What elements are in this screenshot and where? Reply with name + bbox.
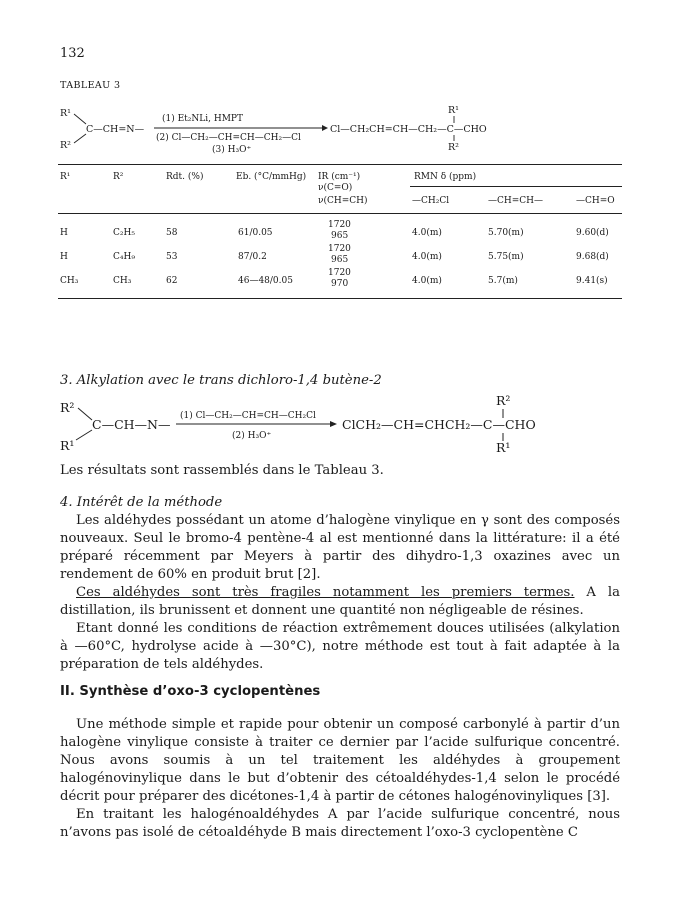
scheme1-bond-r1 <box>74 114 86 124</box>
scheme1-arrowhead <box>322 125 328 131</box>
row2-chch: 5.75(m) <box>488 252 524 262</box>
row3-ir1: 1720 <box>328 268 351 278</box>
row2-ir1: 1720 <box>328 244 351 254</box>
scheme2-left-chain: C—CH—N— <box>92 417 171 432</box>
row2-r2: C₄H₉ <box>113 252 135 262</box>
scheme2-product: ClCH₂—CH=CHCH₂—C—CHO <box>342 417 536 432</box>
row3-cho: 9.41(s) <box>576 276 608 286</box>
header-ir-ch: ν(CH=CH) <box>318 196 368 206</box>
header-rdt: Rdt. (%) <box>166 172 204 182</box>
paragraph-4b-underlined: Ces aldéhydes sont très fragiles notamment les premiers termes. <box>76 585 575 600</box>
table-top-rule <box>58 164 622 165</box>
header-ir: IR (cm⁻¹) <box>318 172 361 182</box>
header-eb: Eb. (°C/mmHg) <box>236 172 307 182</box>
scheme1-r2: R² <box>60 140 71 151</box>
scheme2-bond-r1 <box>76 430 92 440</box>
row3-chch: 5.7(m) <box>488 276 518 286</box>
row3-eb: 46—48/0.05 <box>238 276 293 286</box>
scheme1-r1: R¹ <box>60 108 71 119</box>
paragraph-4b-rest: A la distillation, ils brunissent et donnent une quantité non négligeable de résines. <box>60 585 620 618</box>
row2-cho: 9.68(d) <box>576 252 609 262</box>
row1-cho: 9.60(d) <box>576 228 609 238</box>
row1-eb: 61/0.05 <box>238 228 273 238</box>
scheme1-left-chain: C—CH=N— <box>86 124 145 135</box>
paragraph-4a: Les aldéhydes possédant un atome d’halogène vinylique en γ sont des composés nouveaux. Seul le bromo-4 pentène-4 al est mentionné dans la littérature: il a été préparé récemment par Meyers à partir des dihydro-1,3 oxazines avec un rendement de 60% en produit brut [2]. <box>60 513 620 582</box>
row1-rdt: 58 <box>166 228 178 238</box>
table-bottom-rule <box>58 298 622 299</box>
paragraph-4b <box>60 584 620 620</box>
rmn-header-rule <box>410 186 622 187</box>
scheme2-product-r1: R¹ <box>496 440 511 455</box>
paragraph-4c: Etant donné les conditions de réaction extrêmement douces utilisées (alkylation à —60°C, hydrolyse acide à —30°C), notre méthode est tout à fait adaptée à la préparation de tels aldéhydes. <box>60 621 620 672</box>
scheme2-r2: R² <box>60 400 75 415</box>
header-cho: —CH=O <box>576 196 615 206</box>
scheme2-arrowhead <box>330 421 337 427</box>
row1-ch2cl: 4.0(m) <box>412 228 442 238</box>
row2-r1: H <box>60 252 68 262</box>
scheme2-bond-r2 <box>78 408 92 420</box>
scheme1-condition-2: (2) Cl—CH₂—CH=CH—CH₂—Cl <box>156 133 301 143</box>
header-ch2cl: —CH₂Cl <box>412 196 450 206</box>
row1-ir1: 1720 <box>328 220 351 230</box>
row3-ch2cl: 4.0(m) <box>412 276 442 286</box>
row2-ch2cl: 4.0(m) <box>412 252 442 262</box>
header-r1: R¹ <box>60 172 71 182</box>
section-ii-body <box>60 716 620 842</box>
row1-chch: 5.70(m) <box>488 228 524 238</box>
header-r2: R² <box>113 172 124 182</box>
row3-r1: CH₃ <box>60 276 79 286</box>
row1-ir2: 965 <box>331 231 349 241</box>
row1-r1: H <box>60 228 68 238</box>
scheme2-r1: R¹ <box>60 438 75 453</box>
header-chch: —CH=CH— <box>488 196 544 206</box>
row2-ir2: 965 <box>331 255 349 265</box>
row2-eb: 87/0.2 <box>238 252 267 262</box>
scheme1-condition-3: (3) H₃O⁺ <box>212 145 252 155</box>
section-4-title: 4. Intérêt de la méthode <box>60 495 223 510</box>
scheme1-product-r2: R² <box>448 142 459 153</box>
row3-ir2: 970 <box>331 279 349 289</box>
scheme2-condition-2: (2) H₃O⁺ <box>232 431 272 441</box>
table-header-rule <box>58 213 622 214</box>
page-number: 132 <box>60 46 85 61</box>
section-3-title: 3. Alkylation avec le trans dichloro-1,4 butène-2 <box>60 373 382 388</box>
row3-r2: CH₃ <box>113 276 132 286</box>
section-ii-heading: II. Synthèse d’oxo-3 cyclopentènes <box>60 684 321 699</box>
scheme1-product-r1: R¹ <box>448 105 459 116</box>
table-title: TABLEAU 3 <box>60 80 121 91</box>
scheme1-condition-1: (1) Et₂NLi, HMPT <box>162 114 243 124</box>
section-4-body <box>60 512 620 674</box>
results-line: Les résultats sont rassemblés dans le Tableau 3. <box>60 463 384 478</box>
paragraph-5b: En traitant les halogénoaldéhydes A par l’acide sulfurique concentré, nous n’avons pas isolé de cétoaldéhyde B mais directement l’oxo-3 cyclopentène C <box>60 807 620 840</box>
row3-rdt: 62 <box>166 276 178 286</box>
row2-rdt: 53 <box>166 252 178 262</box>
scheme1-bond-r2 <box>74 134 86 143</box>
header-rmn: RMN δ (ppm) <box>414 172 477 182</box>
paragraph-5a: Une méthode simple et rapide pour obtenir un composé carbonylé à partir d’un halogène vinylique consiste à traiter ce dernier par l’acide sulfurique concentré. Nous avons soumis à un tel traitement les aldéhydes à groupement halogénovinylique dans le but d’obtenir des cétoaldéhydes-1,4 selon le procédé décrit pour préparer des dicétones-1,4 à partir de cétones halogénovinyliques [3]. <box>60 717 620 804</box>
header-ir-co: ν(C=O) <box>318 183 353 193</box>
scheme1-product: Cl—CH₂CH=CH—CH₂—C—CHO <box>330 124 487 135</box>
row1-r2: C₂H₅ <box>113 228 135 238</box>
scheme2-condition-1: (1) Cl—CH₂—CH=CH—CH₂Cl <box>180 411 316 421</box>
scheme2-product-r2: R² <box>496 393 511 408</box>
